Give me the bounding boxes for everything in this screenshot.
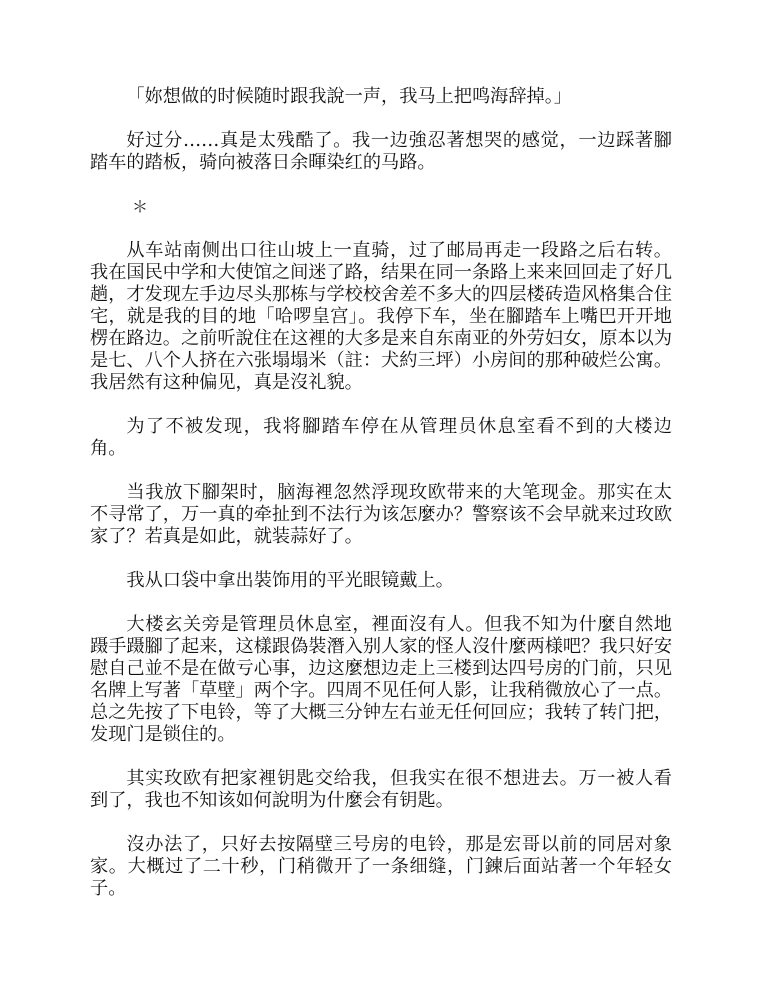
section-divider: ＊ xyxy=(132,197,149,216)
paragraph-7: 大楼玄关旁是管理员休息室，裡面沒有人。但我不知为什麼自然地蹑手蹑腳了起来，这樣跟偽裝潛入别人家的怪人沒什麼两様吧？我只好安慰自己並不是在做亏心事，边这麼想边走上三楼到达四号房的门前，只见名牌上写著「草壁」两个字。四周不见任何人影，让我稍微放心了一点。总之先按了下电铃，等了大概三分钟左右並无任何回应；我转了转门把，发现门是锁住的。 xyxy=(90,614,673,745)
paragraph-4: 为了不被发现，我将腳踏车停在从管理员休息室看不到的大楼边角。 xyxy=(90,416,672,459)
paragraph-3: 从车站南侧出口往山坡上一直骑，过了邮局再走一段路之后右转。我在国民中学和大使馆之间迷了路，结果在同一条路上来来回回走了好几趟，才发现左手边尽头那栋与学校校舍差不多大的四层楼砖造风格集合住宅，就是我的目的地「哈啰皇宫」。我停下车，坐在腳踏车上嘴巴开开地楞在路边。之前听說住在这裡的大多是来自东南亚的外劳妇女，原本以为是七、八个人挤在六张塌塌米（註：犬約三坪）小房间的那种破烂公寓。我居然有这种偏见，真是沒礼貌。 xyxy=(90,240,673,393)
paragraph-6: 我从口袋中拿出裝饰用的平光眼镜戴上。 xyxy=(126,570,454,591)
paragraph-5: 当我放下腳架时，脑海裡忽然浮现玫欧带来的大笔现金。那实在太不寻常了，万一真的牵扯到不法行为该怎麼办？警察该不会早就来过玫欧家了？若真是如此，就装蒜好了。 xyxy=(90,482,673,547)
paragraph-1: 「妳想做的时候随时跟我說一声，我马上把鸣海辞掉。」 xyxy=(126,86,572,107)
paragraph-2: 好过分……真是太残酷了。我一边強忍著想哭的感觉，一边踩著腳踏车的踏板，骑向被落日余暉染红的马路。 xyxy=(90,130,672,173)
paragraph-9: 沒办法了，只好去按隔壁三号房的电铃，那是宏哥以前的同居对象家。大概过了二十秒，门稍微开了一条细缝，门鍊后面站著一个年轻女子。 xyxy=(90,834,672,899)
paragraph-8: 其实玫欧有把家裡钥匙交给我，但我实在很不想进去。万一被人看到了，我也不知该如何說明为什麼会有钥匙。 xyxy=(90,768,672,811)
document-page xyxy=(90,86,672,922)
